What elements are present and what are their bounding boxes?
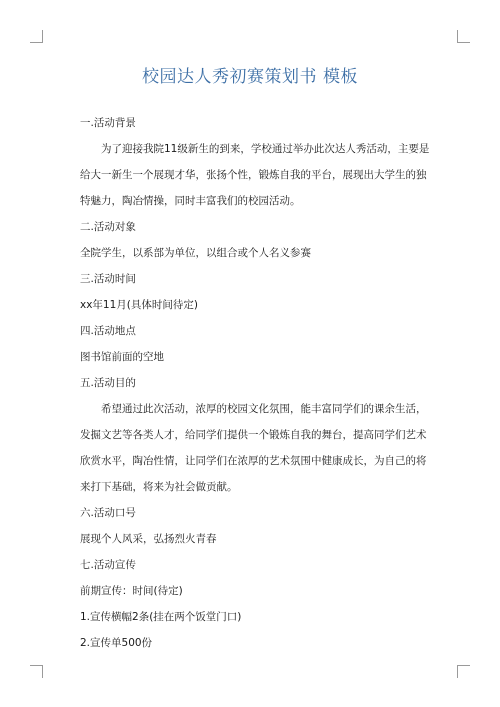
crop-mark-top-left bbox=[30, 30, 43, 43]
section-line: 一.活动背景 bbox=[80, 117, 136, 129]
crop-mark-top-right bbox=[457, 30, 470, 43]
section-line: 2.宣传单500份 bbox=[80, 637, 153, 649]
crop-mark-bottom-right bbox=[457, 665, 470, 678]
section-line: 五.活动目的 bbox=[80, 377, 136, 389]
section-line: 七.活动宣传 bbox=[80, 559, 136, 571]
section-line: 四.活动地点 bbox=[80, 325, 136, 337]
section-line: 图书馆前面的空地 bbox=[80, 351, 164, 363]
section-line: 三.活动时间 bbox=[80, 273, 136, 285]
section-line: 展现个人风采，弘扬烈火青春 bbox=[80, 533, 217, 545]
document-body bbox=[80, 110, 430, 656]
section-line: 1.宣传横幅2条(挂在两个饭堂门口) bbox=[80, 611, 242, 623]
body-paragraph: 希望通过此次活动，浓厚的校园文化氛围，能丰富同学们的课余生活，发掘文艺等各类人才，给同学们提供一个锻炼自我的舞台，提高同学们艺术欣赏水平，陶冶性情，让同学们在浓厚的艺术氛围中健康成长，为自己的将来打下基础，将来为社会做贡献。 bbox=[80, 403, 427, 493]
section-line: 六.活动口号 bbox=[80, 507, 136, 519]
section-line: 全院学生，以系部为单位，以组合或个人名义参赛 bbox=[80, 247, 311, 259]
crop-mark-bottom-left bbox=[30, 665, 43, 678]
section-line: xx年11月(具体时间待定) bbox=[80, 299, 198, 311]
document-title: 校园达人秀初赛策划书 模板 bbox=[142, 67, 358, 87]
section-line: 前期宣传：时间(待定) bbox=[80, 585, 183, 597]
body-paragraph: 为了迎接我院11级新生的到来，学校通过举办此次达人秀活动，主要是给大一新生一个展现才华，张扬个性，锻炼自我的平台，展现出大学生的独特魅力，陶冶情操，同时丰富我们的校园活动。 bbox=[80, 143, 430, 207]
section-line: 二.活动对象 bbox=[80, 221, 136, 233]
